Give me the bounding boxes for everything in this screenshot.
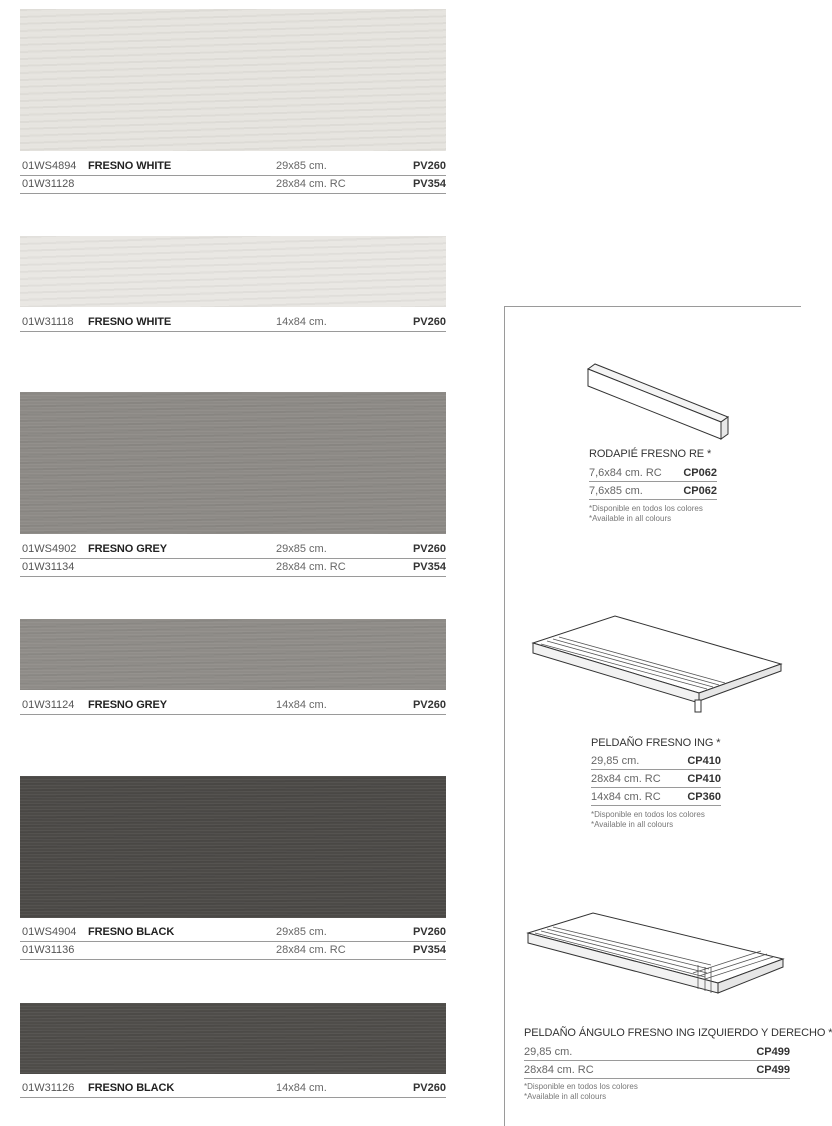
product-ref: PV260	[412, 926, 446, 938]
availability-note: *Disponible en todos los colores	[589, 504, 703, 513]
table-row	[20, 942, 446, 960]
table-row	[20, 697, 446, 715]
product-code: 01W31136	[22, 944, 75, 956]
product-name: FRESNO WHITE	[88, 316, 172, 328]
availability-note: *Available in all colours	[524, 1092, 607, 1101]
product-code: 01WS4894	[22, 160, 77, 172]
product-size: 14x84 cm.	[276, 1082, 327, 1094]
list-item	[591, 789, 721, 806]
product-size: 28x84 cm. RC	[276, 944, 346, 956]
table-row	[20, 158, 446, 176]
product-ref: PV354	[412, 178, 446, 190]
product-ref: PV354	[412, 561, 446, 573]
piece-ref: CP499	[756, 1046, 790, 1058]
product-code: 01W31126	[22, 1082, 75, 1094]
piece-size: 7,6x84 cm. RC	[589, 467, 662, 479]
list-item	[591, 771, 721, 788]
piece-size: 29,85 cm.	[524, 1046, 573, 1058]
skirting-board-drawing	[585, 361, 735, 445]
product-name: FRESNO BLACK	[88, 926, 175, 938]
table-row	[20, 1080, 446, 1098]
product-size: 14x84 cm.	[276, 316, 327, 328]
piece-ref: CP062	[683, 467, 717, 479]
product-size: 28x84 cm. RC	[276, 561, 346, 573]
table-row	[20, 176, 446, 194]
piece-ref: CP062	[683, 485, 717, 497]
list-item	[524, 1044, 790, 1061]
tile-swatch-fresno-black-narrow	[20, 1003, 446, 1074]
availability-note: *Available in all colours	[589, 514, 672, 523]
piece-title: PELDAÑO ÁNGULO FRESNO ING IZQUIERDO Y DERECHO *	[524, 1027, 832, 1039]
product-code: 01WS4904	[22, 926, 77, 938]
list-item	[589, 483, 717, 500]
product-name: FRESNO GREY	[88, 543, 167, 555]
availability-note: *Available in all colours	[591, 820, 674, 829]
tile-swatch-fresno-grey-narrow	[20, 619, 446, 690]
product-name: FRESNO GREY	[88, 699, 167, 711]
table-row	[20, 314, 446, 332]
product-name: FRESNO BLACK	[88, 1082, 175, 1094]
tile-swatch-fresno-white-large	[20, 9, 446, 151]
list-item	[591, 753, 721, 770]
list-item	[589, 465, 717, 482]
product-ref: PV260	[412, 699, 446, 711]
step-tile-drawing	[529, 613, 785, 713]
product-size: 14x84 cm.	[276, 699, 327, 711]
product-ref: PV260	[412, 1082, 446, 1094]
product-code: 01W31118	[22, 316, 74, 328]
piece-ref: CP360	[687, 791, 721, 803]
piece-ref: CP499	[756, 1064, 790, 1076]
product-size: 29x85 cm.	[276, 543, 327, 555]
special-pieces-panel	[504, 306, 832, 1126]
product-code: 01W31134	[22, 561, 75, 573]
product-size: 28x84 cm. RC	[276, 178, 346, 190]
availability-note: *Disponible en todos los colores	[591, 810, 705, 819]
product-code: 01WS4902	[22, 543, 77, 555]
list-item	[524, 1062, 790, 1079]
piece-title: PELDAÑO FRESNO ING *	[591, 737, 721, 749]
piece-size: 14x84 cm. RC	[591, 791, 661, 803]
tile-swatch-fresno-black-large	[20, 776, 446, 918]
piece-size: 29,85 cm.	[591, 755, 640, 767]
product-size: 29x85 cm.	[276, 926, 327, 938]
table-row	[20, 541, 446, 559]
table-row	[20, 559, 446, 577]
product-ref: PV260	[412, 160, 446, 172]
piece-size: 28x84 cm. RC	[524, 1064, 594, 1076]
piece-size: 28x84 cm. RC	[591, 773, 661, 785]
availability-note: *Disponible en todos los colores	[524, 1082, 638, 1091]
product-code: 01W31128	[22, 178, 75, 190]
product-ref: PV260	[412, 316, 446, 328]
tile-swatch-fresno-grey-large	[20, 392, 446, 534]
piece-size: 7,6x85 cm.	[589, 485, 643, 497]
product-name: FRESNO WHITE	[88, 160, 172, 172]
tile-swatch-fresno-white-narrow	[20, 236, 446, 307]
table-row	[20, 924, 446, 942]
product-size: 29x85 cm.	[276, 160, 327, 172]
piece-title: RODAPIÉ FRESNO RE *	[589, 448, 712, 460]
product-ref: PV260	[412, 543, 446, 555]
corner-step-drawing	[525, 911, 787, 1003]
piece-ref: CP410	[687, 755, 721, 767]
piece-ref: CP410	[687, 773, 721, 785]
product-code: 01W31124	[22, 699, 75, 711]
product-ref: PV354	[412, 944, 446, 956]
